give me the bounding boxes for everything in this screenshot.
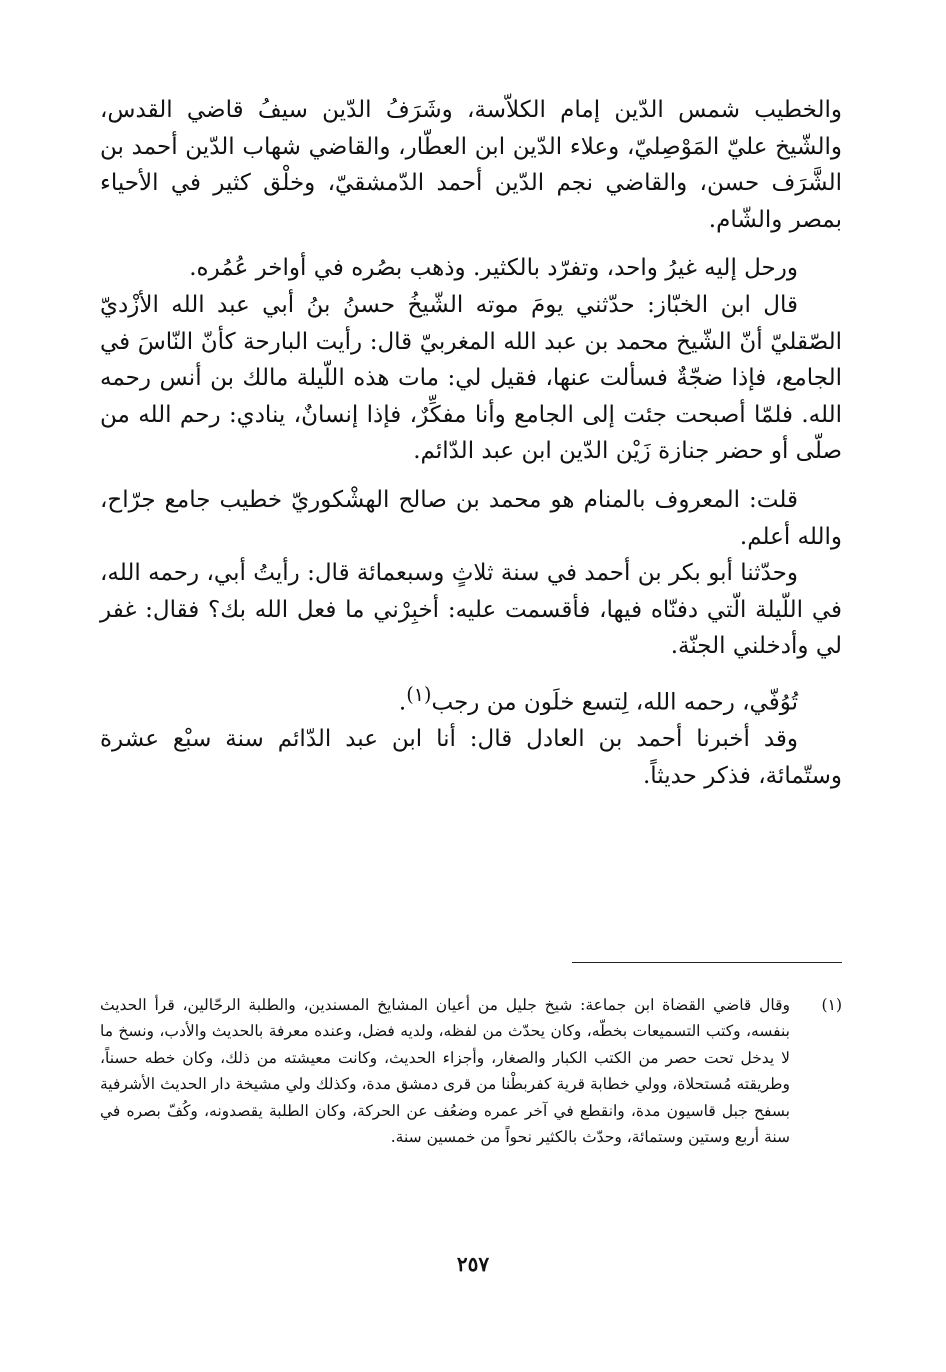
footnote-number: (١) (821, 996, 842, 1014)
paragraph-7: وقد أخبرنا أحمد بن العادل قال: أنا ابن عبد الدّائم سنة سبْع عشرة وستّمائة، فذكر حديثاً. (100, 726, 842, 789)
paragraph-5: وحدّثنا أبو بكر بن أحمد في سنة ثلاثٍ وسبعمائة قال: رأيتُ أبي، رحمه الله، في اللّيلة الّتي دفنّاه فيها، فأقسمت عليه: أخبِرْني ما فعل الله بك؟ فقال: غفر لي وأدخلني الجنّة. (100, 560, 842, 660)
death-date-text: تُوُفّي، رحمه الله، لِتسع خلَون من رجب (431, 689, 798, 716)
paragraph-1: والخطيب شمس الدّين إمام الكلاّسة، وشَرَفُ الدّين سيفُ قاضي القدس، والشّيخ عليّ المَوْصِليّ، وعلاء الدّين ابن العطّار، والقاضي شهاب الدّين أحمد بن الشَّرَف حسن، والقاضي نجم الدّين أحمد الدّمشقيّ، وخلْق كثير في الأحياء بمصر والشّام. (100, 97, 842, 233)
paragraph-3: قال ابن الخبّاز: حدّثني يومَ موته الشّيخُ حسنُ بنُ أبي عبد الله الأزْديّ الصّقليّ أنّ الشّيخ محمد بن عبد الله المغربيّ قال: رأيت البارحة كأنّ النّاسَ في الجامع، فإذا ضجّةٌ فسألت عنها، فقيل لي: مات هذه اللّيلة مالك بن أنس رحمه الله. فلمّا أصبحت جئت إلى الجامع وأنا مفكِّرٌ، فإذا إنسانٌ، ينادي: رحم الله من صلّى أو حضر جنازة زَيْن الدّين ابن عبد الدّائم. (100, 291, 842, 465)
main-text (100, 92, 842, 794)
footnote-text: وقال قاضي القضاة ابن جماعة: شيخ جليل من أعيان المشايخ المسندين، والطلبة الرحّالين، قرأ الحديث بنفسه، وكتب التسميعات بخطّه، وكان يحدّث من لفظه، ولديه فضل، وعنده معرفة بالحديث والأدب، ونسخ ما لا يدخل تحت حصر من الكتب الكبار والصغار، وأجزاء الحديث، وكانت معيشته من ذلك، وكان خطه حسناً، وطريقته مُستحلاة، وولي خطابة قرية كفربطْنا من قرى دمشق مدة، وكذلك ولي مشيخة دار الحديث الأشرفية بسفح جبل قاسيون مدة، وانقطع في آخر عمره وضعُف عن الحركة، وكان الطلبة يقصدونه، وكُفّ بصره في سنة أربع وستين وستمائة، وحدّث بالكثير نحواً من خمسين سنة. (100, 996, 790, 1147)
paragraph-6 (100, 677, 842, 721)
page-number: ٢٥٧ (456, 1252, 490, 1276)
footnote-separator (572, 962, 842, 963)
death-date-end: . (398, 689, 407, 716)
footnote (100, 992, 842, 1150)
paragraph-2: ورحل إليه غيرُ واحد، وتفرّد بالكثير. وذهب بصُره في أواخر عُمُره. (189, 255, 798, 282)
footnote-reference: (١) (406, 682, 432, 706)
paragraph-4: قلت: المعروف بالمنام هو محمد بن صالح الهشْكوريّ خطيب جامع جرّاح، والله أعلم. (100, 486, 842, 550)
